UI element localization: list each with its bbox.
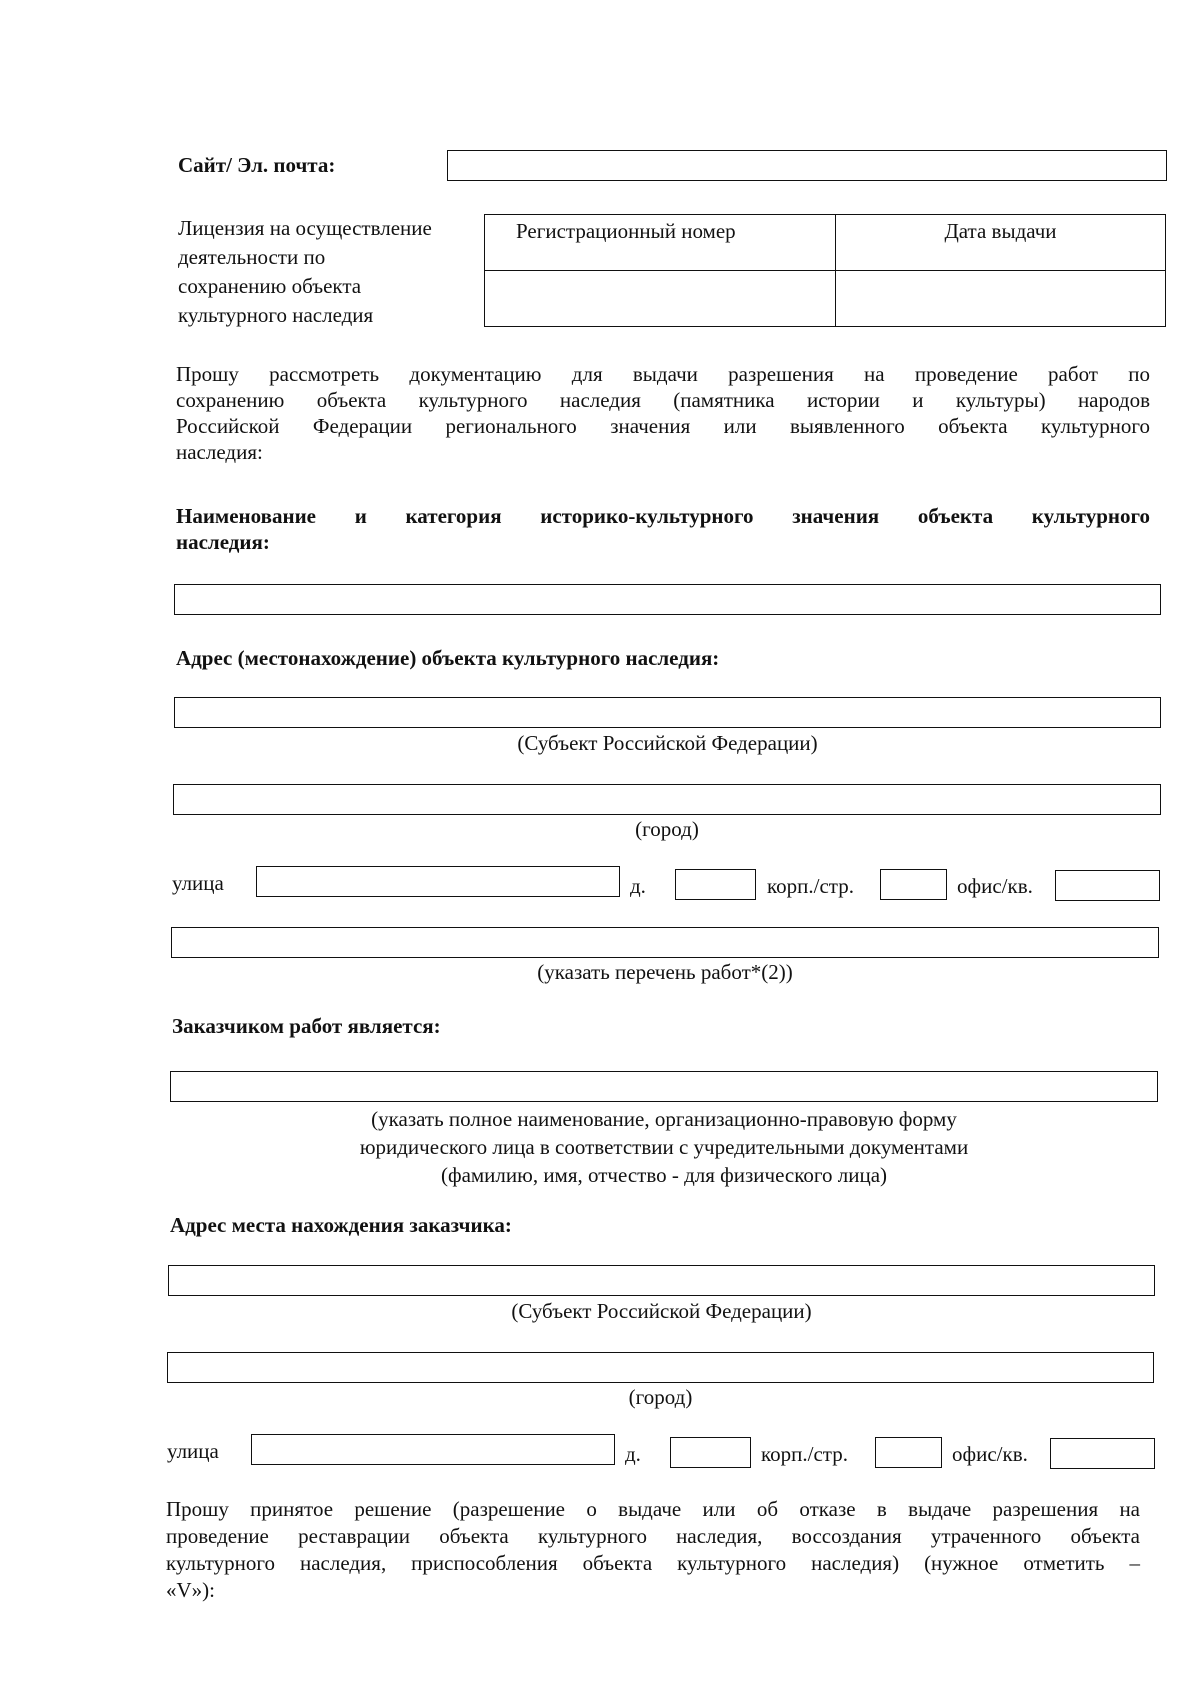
object-building-input[interactable] (880, 869, 947, 900)
customer-subject-caption: (Субъект Российской Федерации) (511, 1299, 812, 1323)
request-paragraph: Прошу рассмотреть документацию для выдачи разрешения на проведение работ по сохранению объекта культурного наследия (памятника истории и культуры) народов Российской Федерации регионального значения или выявленного объекта культурного наследия: (176, 362, 1150, 464)
object-subject-input[interactable] (174, 697, 1161, 728)
object-subject-caption: (Субъект Российской Федерации) (517, 731, 818, 755)
object-street-label: улица (172, 871, 224, 895)
customer-subject-input[interactable] (168, 1265, 1155, 1296)
customer-heading: Заказчиком работ является: (172, 1014, 441, 1038)
customer-house-label: д. (625, 1442, 641, 1466)
license-header-reg-number: Регистрационный номер (485, 215, 836, 271)
works-list-caption: (указать перечень работ*(2)) (537, 960, 793, 984)
customer-house-input[interactable] (670, 1437, 751, 1468)
object-city-input[interactable] (173, 784, 1161, 815)
contact-label: Сайт/ Эл. почта: (178, 153, 336, 177)
works-list-input[interactable] (171, 927, 1159, 958)
customer-office-label: офис/кв. (952, 1442, 1028, 1466)
license-header-issue-date: Дата выдачи (836, 215, 1166, 271)
object-building-label: корп./стр. (767, 874, 854, 898)
license-reg-number-input[interactable] (485, 271, 836, 327)
customer-caption: (указать полное наименование, организационно-правовую форму юридического лица в соответствии с учредительными документами (фамилию, имя, отчество - для физического лица) (359, 1107, 969, 1187)
customer-city-input[interactable] (167, 1352, 1154, 1383)
customer-street-label: улица (167, 1439, 219, 1463)
object-address-heading: Адрес (местонахождение) объекта культурного наследия: (176, 646, 720, 670)
customer-address-heading: Адрес места нахождения заказчика: (170, 1213, 512, 1237)
license-table (484, 214, 1166, 327)
object-office-label: офис/кв. (957, 874, 1033, 898)
license-label: Лицензия на осуществление деятельности по сохранению объекта культурного наследия (178, 216, 432, 327)
customer-name-input[interactable] (170, 1071, 1158, 1102)
customer-street-input[interactable] (251, 1434, 615, 1465)
object-house-label: д. (630, 874, 646, 898)
object-name-input[interactable] (174, 584, 1161, 615)
object-street-input[interactable] (256, 866, 620, 897)
object-city-caption: (город) (635, 817, 699, 841)
customer-building-label: корп./стр. (761, 1442, 848, 1466)
customer-building-input[interactable] (875, 1437, 942, 1468)
customer-office-input[interactable] (1050, 1438, 1155, 1469)
decision-paragraph: Прошу принятое решение (разрешение о выдаче или об отказе в выдаче разрешения на проведение реставрации объекта культурного наследия, воссоздания утраченного объекта культурного наследия, приспособления объекта культурного наследия) (нужное отметить – «V»): (166, 1497, 1140, 1602)
license-issue-date-input[interactable] (836, 271, 1166, 327)
object-office-input[interactable] (1055, 870, 1160, 901)
object-name-heading: Наименование и категория историко-культурного значения объекта культурного наследия: (176, 504, 1150, 554)
object-house-input[interactable] (675, 869, 756, 900)
contact-input[interactable] (447, 150, 1167, 181)
customer-city-caption: (город) (628, 1385, 693, 1409)
